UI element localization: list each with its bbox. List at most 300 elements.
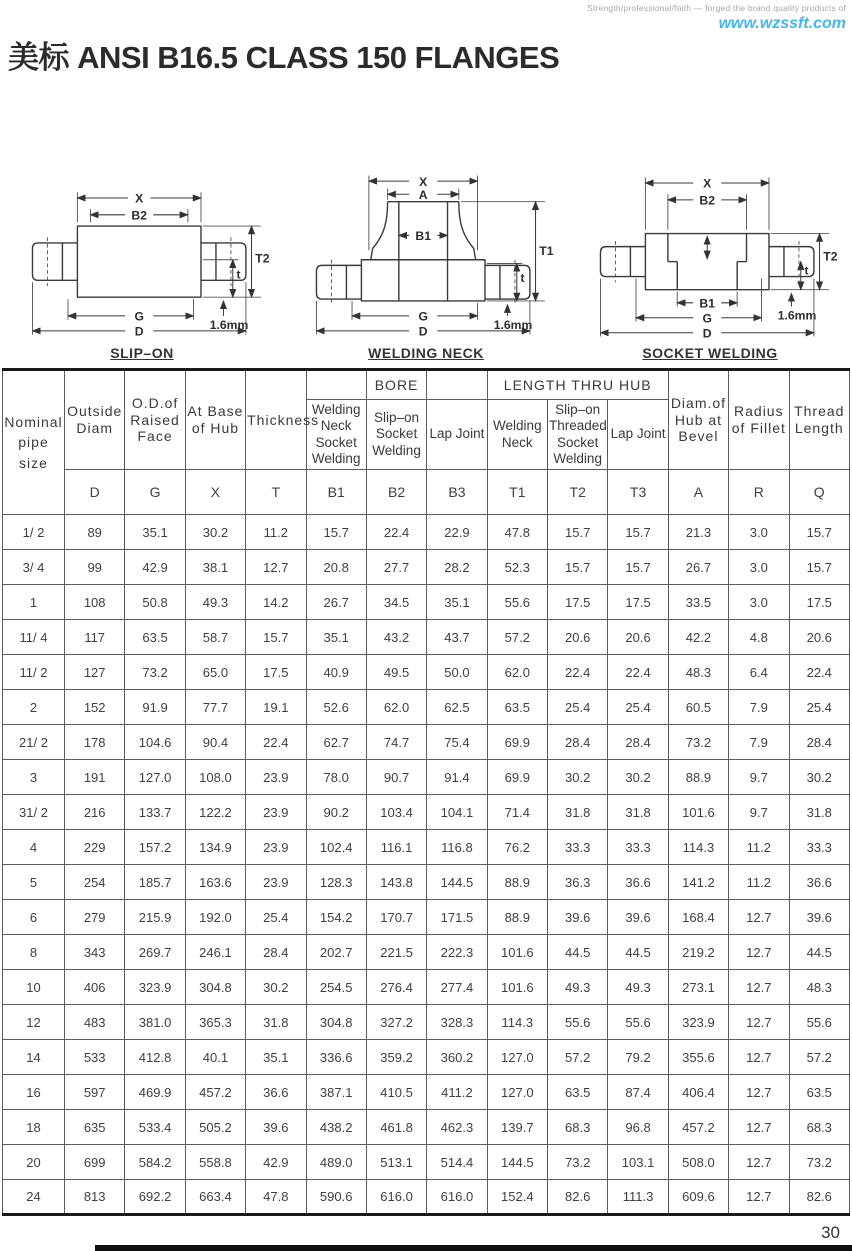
table-cell: 87.4 [608,1075,668,1110]
table-cell: 62.0 [487,655,547,690]
dim-label-t1: T1 [539,244,554,259]
table-cell: 15.7 [789,550,850,585]
table-cell: 14.2 [246,585,306,620]
table-cell: 127.0 [125,760,185,795]
table-cell: 222.3 [427,935,487,970]
table-cell: 62.7 [306,725,366,760]
table-cell: 35.1 [427,585,487,620]
table-cell: 23.9 [246,760,306,795]
table-cell: 39.6 [246,1110,306,1145]
table-cell: 328.3 [427,1005,487,1040]
symbol-t: T [246,470,306,515]
table-cell: 461.8 [366,1110,426,1145]
table-cell: 23.9 [246,865,306,900]
col-header-lap-joint-length: Lap Joint [608,400,668,470]
dim-label-g: G [134,309,144,324]
group-header-bore: BORE [366,370,426,400]
table-cell: 457.2 [668,1110,728,1145]
table-cell: 28.4 [548,725,608,760]
table-cell: 219.2 [668,935,728,970]
table-row [3,900,850,935]
symbol-t2: T2 [548,470,608,515]
col-header-thickness: Thickness [246,370,306,470]
table-cell: 381.0 [125,1005,185,1040]
table-cell: 69.9 [487,725,547,760]
cell-nominal-size: 5 [3,865,65,900]
table-row [3,725,850,760]
table-cell: 533 [65,1040,125,1075]
cell-nominal-size: 18 [3,1110,65,1145]
table-cell: 57.2 [487,620,547,655]
table-row [3,1145,850,1180]
table-cell: 7.9 [729,690,789,725]
table-cell: 108.0 [185,760,245,795]
table-cell: 40.1 [185,1040,245,1075]
table-cell: 40.9 [306,655,366,690]
table-cell: 52.3 [487,550,547,585]
dim-label-t: t [804,263,809,278]
table-cell: 609.6 [668,1180,728,1215]
table-cell: 22.4 [548,655,608,690]
table-cell: 55.6 [789,1005,850,1040]
table-cell: 6.4 [729,655,789,690]
table-cell: 28.4 [608,725,668,760]
table-body [3,515,850,1215]
table-cell: 65.0 [185,655,245,690]
table-cell: 20.8 [306,550,366,585]
dim-label-d: D [418,324,428,339]
dim-label-b1: B1 [415,229,431,244]
dim-label-gap: 1.6mm [777,308,817,323]
table-cell: 71.4 [487,795,547,830]
table-cell: 31.8 [246,1005,306,1040]
table-cell: 133.7 [125,795,185,830]
table-cell: 78.0 [306,760,366,795]
slip-on-drawing [0,168,284,344]
table-cell: 25.4 [789,690,850,725]
table-cell: 12.7 [246,550,306,585]
table-cell: 35.1 [306,620,366,655]
table-cell: 27.7 [366,550,426,585]
table-cell: 813 [65,1180,125,1215]
table-cell: 49.5 [366,655,426,690]
table-cell: 74.7 [366,725,426,760]
table-cell: 168.4 [668,900,728,935]
cell-nominal-size: 16 [3,1075,65,1110]
table-cell: 12.7 [729,935,789,970]
dim-label-gap: 1.6mm [209,318,249,333]
table-cell: 17.5 [789,585,850,620]
table-cell: 616.0 [366,1180,426,1215]
cell-nominal-size: 4 [3,830,65,865]
table-cell: 36.6 [246,1075,306,1110]
table-cell: 597 [65,1075,125,1110]
table-cell: 127 [65,655,125,690]
table-cell: 323.9 [668,1005,728,1040]
group-header-empty-b1 [306,370,366,400]
table-cell: 33.5 [668,585,728,620]
table-row [3,550,850,585]
table-cell: 3.0 [729,550,789,585]
symbol-r: R [729,470,789,515]
table-cell: 178 [65,725,125,760]
table-cell: 4.8 [729,620,789,655]
dim-label-t2: T2 [255,251,270,266]
table-cell: 31.8 [608,795,668,830]
table-cell: 57.2 [548,1040,608,1075]
table-cell: 21.3 [668,515,728,550]
table-cell: 22.4 [246,725,306,760]
symbol-x: X [185,470,245,515]
table-cell: 15.7 [608,550,668,585]
table-cell: 43.2 [366,620,426,655]
table-cell: 17.5 [608,585,668,620]
symbol-b1: B1 [306,470,366,515]
dim-label-t: t [520,271,525,286]
table-cell: 143.8 [366,865,426,900]
col-header-slip-on-threaded-socket-welding: Slip–on Threaded Socket Welding [548,400,608,470]
col-header-outside-diam: Outside Diam [65,370,125,470]
table-cell: 139.7 [487,1110,547,1145]
symbol-d: D [65,470,125,515]
col-header-diam-hub-bevel: Diam.of Hub at Bevel [668,370,728,470]
table-cell: 22.4 [608,655,668,690]
table-cell: 221.5 [366,935,426,970]
table-cell: 48.3 [668,655,728,690]
table-cell: 438.2 [306,1110,366,1145]
symbol-a: A [668,470,728,515]
table-cell: 365.3 [185,1005,245,1040]
cell-nominal-size: 12 [3,1005,65,1040]
table-cell: 44.5 [548,935,608,970]
table-cell: 215.9 [125,900,185,935]
table-cell: 103.4 [366,795,426,830]
table-cell: 508.0 [668,1145,728,1180]
page-title: 美标 ANSI B16.5 CLASS 150 FLANGES [8,40,560,75]
table-cell: 192.0 [185,900,245,935]
table-cell: 12.7 [729,1005,789,1040]
table-cell: 202.7 [306,935,366,970]
table-row [3,1110,850,1145]
table-cell: 635 [65,1110,125,1145]
cell-nominal-size: 1 [3,585,65,620]
table-cell: 276.4 [366,970,426,1005]
table-cell: 663.4 [185,1180,245,1215]
table-cell: 88.9 [487,900,547,935]
table-cell: 36.6 [608,865,668,900]
table-cell: 277.4 [427,970,487,1005]
table-cell: 101.6 [668,795,728,830]
table-cell: 31.8 [548,795,608,830]
table-row [3,1075,850,1110]
table-cell: 28.2 [427,550,487,585]
table-cell: 60.5 [668,690,728,725]
table-cell: 15.7 [306,515,366,550]
table-cell: 246.1 [185,935,245,970]
table-row [3,1180,850,1215]
table-cell: 304.8 [185,970,245,1005]
table-cell: 15.7 [608,515,668,550]
table-cell: 39.6 [608,900,668,935]
table-cell: 30.2 [608,760,668,795]
table-cell: 96.8 [608,1110,668,1145]
table-cell: 558.8 [185,1145,245,1180]
table-cell: 26.7 [306,585,366,620]
table-cell: 55.6 [548,1005,608,1040]
table-cell: 584.2 [125,1145,185,1180]
table-row [3,830,850,865]
table-cell: 114.3 [668,830,728,865]
table-cell: 323.9 [125,970,185,1005]
table-cell: 15.7 [548,550,608,585]
table-cell: 91.9 [125,690,185,725]
table-cell: 68.3 [789,1110,850,1145]
table-cell: 152 [65,690,125,725]
table-cell: 39.6 [789,900,850,935]
table-cell: 269.7 [125,935,185,970]
table-cell: 127.0 [487,1040,547,1075]
table-cell: 163.6 [185,865,245,900]
table-cell: 55.6 [487,585,547,620]
col-header-welding-neck: Welding Neck [487,400,547,470]
diagram-slip-on [0,168,284,361]
table-cell: 101.6 [487,935,547,970]
table-cell: 26.7 [668,550,728,585]
symbol-t1: T1 [487,470,547,515]
table-cell: 514.4 [427,1145,487,1180]
table-cell: 50.0 [427,655,487,690]
table-cell: 104.1 [427,795,487,830]
table-cell: 15.7 [548,515,608,550]
table-cell: 11.2 [729,865,789,900]
table-cell: 254.5 [306,970,366,1005]
table-row [3,865,850,900]
table-cell: 489.0 [306,1145,366,1180]
table-cell: 43.7 [427,620,487,655]
table-cell: 513.1 [366,1145,426,1180]
cell-nominal-size: 21/ 2 [3,725,65,760]
table-cell: 33.3 [789,830,850,865]
table-cell: 55.6 [608,1005,668,1040]
table-cell: 20.6 [608,620,668,655]
table-cell: 229 [65,830,125,865]
table-cell: 533.4 [125,1110,185,1145]
table-cell: 88.9 [487,865,547,900]
table-cell: 590.6 [306,1180,366,1215]
table-cell: 216 [65,795,125,830]
table-cell: 33.3 [548,830,608,865]
table-cell: 343 [65,935,125,970]
dim-label-b2: B2 [699,193,715,208]
symbol-q: Q [789,470,850,515]
table-cell: 39.6 [548,900,608,935]
symbol-b3: B3 [427,470,487,515]
table-cell: 25.4 [548,690,608,725]
symbol-g: G [125,470,185,515]
table-cell: 20.6 [548,620,608,655]
table-cell: 15.7 [789,515,850,550]
col-header-at-base-of-hub: At Base of Hub [185,370,245,470]
table-cell: 79.2 [608,1040,668,1075]
table-cell: 483 [65,1005,125,1040]
table-cell: 42.9 [125,550,185,585]
website-url: www.wzssft.com [718,15,846,32]
table-cell: 12.7 [729,900,789,935]
dim-label-a: A [418,187,428,202]
table-cell: 22.4 [366,515,426,550]
table-cell: 410.5 [366,1075,426,1110]
dim-label-d: D [134,324,144,339]
table-cell: 48.3 [789,970,850,1005]
dim-label-t2: T2 [823,249,838,264]
table-cell: 68.3 [548,1110,608,1145]
table-cell: 170.7 [366,900,426,935]
table-cell: 36.6 [789,865,850,900]
table-cell: 17.5 [548,585,608,620]
table-cell: 73.2 [125,655,185,690]
col-header-lap-joint-bore: Lap Joint [427,400,487,470]
table-cell: 58.7 [185,620,245,655]
table-row [3,690,850,725]
table-cell: 304.8 [306,1005,366,1040]
table-cell: 69.9 [487,760,547,795]
dim-label-b1: B1 [699,296,715,311]
table-cell: 77.7 [185,690,245,725]
cell-nominal-size: 31/ 2 [3,795,65,830]
cell-nominal-size: 20 [3,1145,65,1180]
dim-label-g: G [418,309,428,324]
table-cell: 15.7 [246,620,306,655]
table-cell: 134.9 [185,830,245,865]
welding-neck-drawing [284,168,568,344]
table-cell: 73.2 [548,1145,608,1180]
table-cell: 30.2 [246,970,306,1005]
diagram-welding-neck [284,168,568,361]
socket-welding-drawing [568,168,852,344]
caption-socket-welding: SOCKET WELDING [642,345,778,361]
table-cell: 82.6 [548,1180,608,1215]
table-cell: 469.9 [125,1075,185,1110]
table-row [3,970,850,1005]
diagram-socket-welding [568,168,852,361]
table-cell: 104.6 [125,725,185,760]
table-cell: 90.4 [185,725,245,760]
cell-nominal-size: 2 [3,690,65,725]
table-cell: 387.1 [306,1075,366,1110]
cell-nominal-size: 8 [3,935,65,970]
table-cell: 144.5 [487,1145,547,1180]
table-cell: 30.2 [548,760,608,795]
table-cell: 359.2 [366,1040,426,1075]
cell-nominal-size: 6 [3,900,65,935]
table-cell: 101.6 [487,970,547,1005]
table-cell: 49.3 [185,585,245,620]
table-cell: 47.8 [487,515,547,550]
col-header-welding-neck-socket-welding: Welding Neck Socket Welding [306,400,366,470]
table-cell: 19.1 [246,690,306,725]
dim-label-d: D [702,326,712,341]
table-cell: 31.8 [789,795,850,830]
flange-dimensions-table [2,368,850,1216]
table-cell: 63.5 [125,620,185,655]
table-cell: 462.3 [427,1110,487,1145]
table-cell: 89 [65,515,125,550]
table-cell: 22.4 [789,655,850,690]
table-cell: 17.5 [246,655,306,690]
table-cell: 12.7 [729,970,789,1005]
table-cell: 52.6 [306,690,366,725]
col-header-radius-fillet: Radius of Fillet [729,370,789,470]
cell-nominal-size: 11/ 4 [3,620,65,655]
table-cell: 35.1 [246,1040,306,1075]
table-cell: 12.7 [729,1075,789,1110]
table-cell: 114.3 [487,1005,547,1040]
col-header-thread-length: Thread Length [789,370,850,470]
table-row [3,760,850,795]
table-cell: 88.9 [668,760,728,795]
table-cell: 157.2 [125,830,185,865]
table-cell: 50.8 [125,585,185,620]
table-cell: 191 [65,760,125,795]
cell-nominal-size: 3/ 4 [3,550,65,585]
table-row [3,515,850,550]
table-cell: 457.2 [185,1075,245,1110]
table-cell: 127.0 [487,1075,547,1110]
table-cell: 116.8 [427,830,487,865]
col-header-slip-on-socket-welding: Slip–on Socket Welding [366,400,426,470]
table-cell: 44.5 [789,935,850,970]
table-cell: 25.4 [246,900,306,935]
table-cell: 12.7 [729,1110,789,1145]
table-row [3,655,850,690]
dim-label-gap: 1.6mm [493,318,533,333]
dim-label-b2: B2 [131,208,147,223]
table-cell: 42.9 [246,1145,306,1180]
table-cell: 11.2 [729,830,789,865]
dim-label-x: X [135,191,144,206]
table-cell: 411.2 [427,1075,487,1110]
table-cell: 355.6 [668,1040,728,1075]
table-cell: 63.5 [487,690,547,725]
cell-nominal-size: 1/ 2 [3,515,65,550]
table-cell: 23.9 [246,795,306,830]
table-cell: 30.2 [789,760,850,795]
table-cell: 82.6 [789,1180,850,1215]
table-cell: 336.6 [306,1040,366,1075]
table-cell: 699 [65,1145,125,1180]
table-cell: 22.9 [427,515,487,550]
table-cell: 73.2 [789,1145,850,1180]
table-cell: 30.2 [185,515,245,550]
table-cell: 505.2 [185,1110,245,1145]
cell-nominal-size: 11/ 2 [3,655,65,690]
table-cell: 49.3 [608,970,668,1005]
group-header-empty-b3 [427,370,487,400]
table-cell: 12.7 [729,1145,789,1180]
table-cell: 3.0 [729,515,789,550]
table-cell: 103.1 [608,1145,668,1180]
table-cell: 38.1 [185,550,245,585]
table-cell: 360.2 [427,1040,487,1075]
table-cell: 49.3 [548,970,608,1005]
table-cell: 122.2 [185,795,245,830]
table-row [3,795,850,830]
table-cell: 90.2 [306,795,366,830]
table-cell: 63.5 [789,1075,850,1110]
table-cell: 47.8 [246,1180,306,1215]
table-cell: 12.7 [729,1180,789,1215]
cell-nominal-size: 14 [3,1040,65,1075]
